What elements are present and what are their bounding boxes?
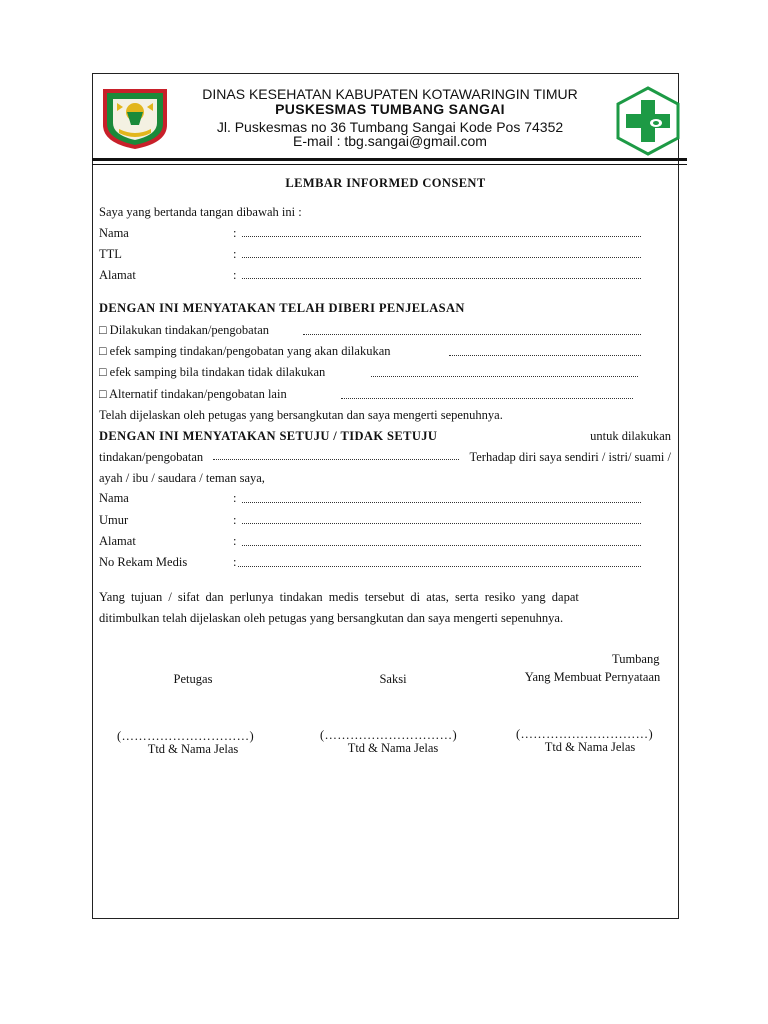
- consent-line-2: [99, 447, 671, 468]
- clinic-address: Jl. Puskesmas no 36 Tumbang Sangai Kode Pos 74352: [216, 119, 564, 135]
- closing-paragraph: [99, 587, 671, 629]
- field-fill-nama-2[interactable]: [242, 502, 641, 503]
- header-rule-thin: [92, 164, 687, 165]
- section1-heading: DENGAN INI MENYATAKAN TELAH DIBERI PENJELASAN: [99, 301, 465, 315]
- field-colon: :: [233, 555, 237, 569]
- field-colon: :: [233, 491, 237, 505]
- section2-terhadap-text: Terhadap diri saya sendiri / istri/ suami /: [469, 450, 671, 464]
- field-fill-ttl[interactable]: [242, 257, 641, 258]
- consent-line-1: [99, 426, 671, 447]
- closing-line-2: [99, 608, 671, 629]
- field-label-umur: Umur: [99, 513, 129, 527]
- field-label-nama-2: Nama: [99, 491, 129, 505]
- field-colon: :: [233, 226, 237, 240]
- field-label-rekam-medis: No Rekam Medis: [99, 555, 188, 569]
- role-saksi: Saksi: [379, 672, 407, 686]
- field-colon: :: [233, 268, 237, 282]
- field-label-alamat-2: Alamat: [99, 534, 136, 548]
- field-colon: :: [233, 513, 237, 527]
- field-label-nama: Nama: [99, 226, 129, 240]
- field-label-ttl: TTL: [99, 247, 122, 261]
- signature-place: Tumbang: [612, 652, 660, 666]
- field-colon: :: [233, 247, 237, 261]
- puskesmas-cross-icon: [612, 85, 684, 157]
- checklist-fill-1[interactable]: [303, 334, 641, 335]
- document-frame: [92, 73, 679, 919]
- signature-blank-saksi[interactable]: (…………………………): [320, 728, 457, 742]
- clinic-email: E-mail : tbg.sangai@gmail.com: [293, 133, 487, 149]
- checklist-fill-2[interactable]: [449, 355, 641, 356]
- section2-tindakan-label: tindakan/pengobatan: [99, 450, 204, 464]
- closing-text-2: ditimbulkan telah dijelaskan oleh petugas yang bersangkutan dan saya mengerti sepenuhnya.: [99, 611, 564, 625]
- field-fill-umur[interactable]: [242, 523, 641, 524]
- section2-relations-text: ayah / ibu / saudara / teman saya,: [99, 471, 265, 485]
- checklist-fill-3[interactable]: [371, 376, 638, 377]
- signature-blank-petugas[interactable]: (…………………………): [117, 729, 254, 743]
- section2-tail: untuk dilakukan: [590, 429, 671, 443]
- signature-blank-pembuat[interactable]: (…………………………): [516, 727, 653, 741]
- field-colon: :: [233, 534, 237, 548]
- section2-heading: DENGAN INI MENYATAKAN SETUJU / TIDAK SETUJU: [99, 429, 438, 443]
- header-rule-thick: [92, 158, 687, 161]
- checklist-fill-4[interactable]: [341, 398, 633, 399]
- field-label-alamat: Alamat: [99, 268, 136, 282]
- field-fill-rekam-medis[interactable]: [238, 566, 641, 567]
- tindakan-fill[interactable]: [213, 447, 459, 460]
- closing-line-1: [99, 587, 671, 608]
- consent-line-3: [99, 468, 671, 489]
- regency-emblem-icon: [99, 85, 171, 151]
- field-fill-alamat[interactable]: [242, 278, 641, 279]
- checklist-item-2[interactable]: □ efek samping tindakan/pengobatan yang akan dilakukan: [99, 344, 391, 358]
- field-fill-nama[interactable]: [242, 236, 641, 237]
- explained-note: Telah dijelaskan oleh petugas yang bersangkutan dan saya mengerti sepenuhnya.: [99, 408, 503, 422]
- caption-pembuat: Ttd & Nama Jelas: [544, 740, 636, 754]
- role-pembuat-pernyataan: Yang Membuat Pernyataan: [524, 670, 661, 684]
- caption-petugas: Ttd & Nama Jelas: [147, 742, 239, 756]
- caption-saksi: Ttd & Nama Jelas: [347, 741, 439, 755]
- closing-text-1: Yang tujuan / sifat dan perlunya tindakan medis tersebut di atas, serta resiko yang dapat: [99, 590, 579, 604]
- field-fill-alamat-2[interactable]: [242, 545, 641, 546]
- checklist-item-1[interactable]: □ Dilakukan tindakan/pengobatan: [99, 323, 270, 337]
- role-petugas: Petugas: [173, 672, 213, 686]
- form-title: LEMBAR INFORMED CONSENT: [285, 176, 486, 190]
- letterhead: [0, 0, 768, 170]
- intro-text: Saya yang bertanda tangan dibawah ini :: [99, 205, 302, 219]
- consent-paragraph: [99, 426, 671, 489]
- checklist-item-3[interactable]: □ efek samping bila tindakan tidak dilakukan: [99, 365, 326, 379]
- clinic-name: PUSKESMAS TUMBANG SANGAI: [275, 101, 505, 117]
- agency-name: DINAS KESEHATAN KABUPATEN KOTAWARINGIN TIMUR: [202, 86, 578, 102]
- checklist-item-4[interactable]: □ Alternatif tindakan/pengobatan lain: [99, 387, 287, 401]
